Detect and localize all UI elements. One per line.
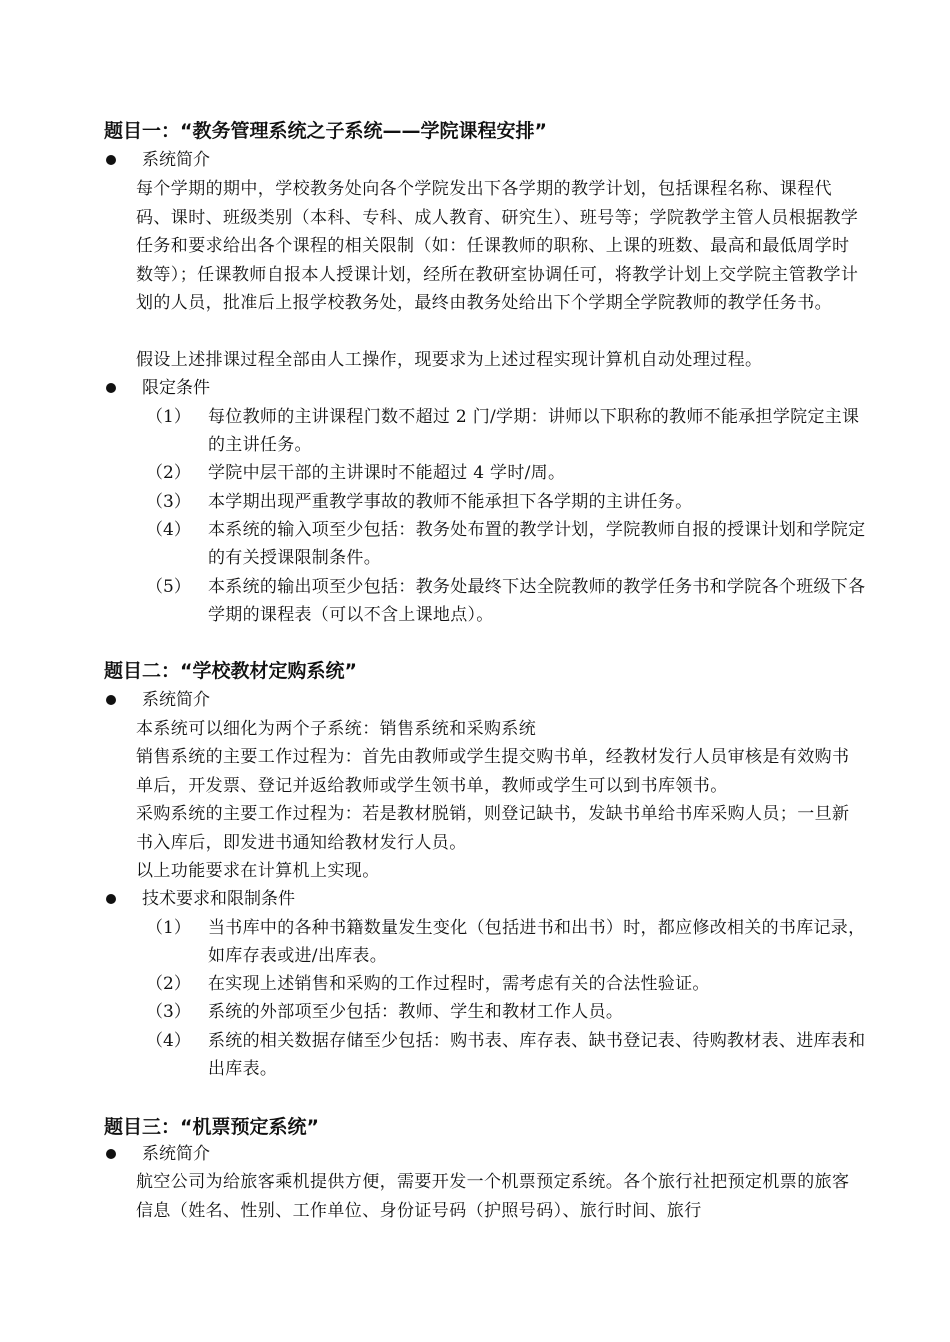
- list-item-text: 学院中层干部的主讲课时不能超过 4 学时/周。: [208, 463, 566, 483]
- list-item: [146, 573, 866, 629]
- bullet-label: 技术要求和限制条件: [142, 889, 295, 909]
- section-3-title: 题目三：“机票预定系统”: [104, 1116, 319, 1138]
- list-item: [146, 459, 866, 487]
- bullet-dot-icon: [106, 1149, 116, 1159]
- list-item-text: 本学期出现严重教学事故的教师不能承担下各学期的主讲任务。: [208, 492, 693, 512]
- list-item-number: （2）: [146, 974, 191, 994]
- bullet-dot-icon: [106, 894, 116, 904]
- list-item-text: 每位教师的主讲课程门数不超过 2 门/学期：讲师以下职称的教师不能承担学院定主课的主讲任务。: [208, 407, 860, 455]
- bullet-label: 系统简介: [142, 1144, 210, 1164]
- list-item-number: （5）: [146, 577, 191, 597]
- list-item-number: （2）: [146, 463, 191, 483]
- list-item: [146, 970, 866, 998]
- bullet-label: 限定条件: [142, 378, 210, 398]
- list-item-text: 在实现上述销售和采购的工作过程时，需考虑有关的合法性验证。: [208, 974, 710, 994]
- list-item-text: 系统的相关数据存储至少包括：购书表、库存表、缺书登记表、待购教材表、进库表和出库表。: [208, 1031, 866, 1079]
- list-item-number: （1）: [146, 918, 191, 938]
- bullet-dot-icon: [106, 695, 116, 705]
- section-1-intro-paragraph: 每个学期的期中，学校教务处向各个学院发出下各学期的教学计划，包括课程名称、课程代码、课时、班级类别（本科、专科、成人教育、研究生）、班号等；学院教学主管人员根据教学任务和要求给出各个课程的相关限制（如：任课教师的职称、上课的班数、最高和最低周学时数等）；任课教师自报本人授课计划，经所在教研室协调任可，将教学计划上交学院主管教学计划的人员，批准后上报学校教务处，最终由教务处给出下个学期全学院教师的教学任务书。: [136, 179, 859, 314]
- section-2-intro-paragraph-2: 销售系统的主要工作过程为：首先由教师或学生提交购书单，经教材发行人员审核是有效购书单后，开发票、登记并返给教师或学生领书单，教师或学生可以到书库领书。: [136, 747, 850, 796]
- bullet-label: 系统简介: [142, 690, 210, 710]
- bullet-dot-icon: [106, 155, 116, 165]
- list-item: [146, 1027, 866, 1083]
- list-item: [146, 914, 866, 970]
- list-item-text: 本系统的输出项至少包括：教务处最终下达全院教师的教学任务书和学院各个班级下各学期的课程表（可以不含上课地点）。: [208, 577, 866, 625]
- list-item-number: （1）: [146, 407, 191, 427]
- list-item: [146, 488, 866, 516]
- section-2-intro-paragraph-1: 本系统可以细化为两个子系统：销售系统和采购系统: [136, 719, 537, 739]
- section-2-intro-paragraph-4: 以上功能要求在计算机上实现。: [136, 861, 380, 881]
- section-1-intro-paragraph-2: 假设上述排课过程全部由人工操作，现要求为上述过程实现计算机自动处理过程。: [136, 350, 763, 370]
- list-item-number: （4）: [146, 1031, 191, 1051]
- list-item-text: 本系统的输入项至少包括：教务处布置的教学计划，学院教师自报的授课计划和学院定的有关授课限制条件。: [208, 520, 866, 568]
- section-1-title: 题目一：“教务管理系统之子系统——学院课程安排”: [104, 120, 547, 142]
- list-item-number: （3）: [146, 492, 191, 512]
- list-item: [146, 516, 866, 572]
- section-3-intro-paragraph: 航空公司为给旅客乘机提供方便，需要开发一个机票预定系统。各个旅行社把预定机票的旅客信息（姓名、性别、工作单位、身份证号码（护照号码）、旅行时间、旅行: [136, 1172, 850, 1221]
- list-item-number: （4）: [146, 520, 191, 540]
- list-item-number: （3）: [146, 1002, 191, 1022]
- section-2-intro-paragraph-3: 采购系统的主要工作过程为：若是教材脱销，则登记缺书，发缺书单给书库采购人员；一旦新书入库后，即发进书通知给教材发行人员。: [136, 804, 850, 853]
- bullet-dot-icon: [106, 383, 116, 393]
- section-2-title: 题目二：“学校教材定购系统”: [104, 660, 357, 682]
- bullet-label: 系统简介: [142, 150, 210, 170]
- list-item: [146, 998, 866, 1026]
- list-item: [146, 403, 866, 459]
- list-item-text: 当书库中的各种书籍数量发生变化（包括进书和出书）时，都应修改相关的书库记录，如库存表或进/出库表。: [208, 918, 866, 966]
- list-item-text: 系统的外部项至少包括：教师、学生和教材工作人员。: [208, 1002, 624, 1022]
